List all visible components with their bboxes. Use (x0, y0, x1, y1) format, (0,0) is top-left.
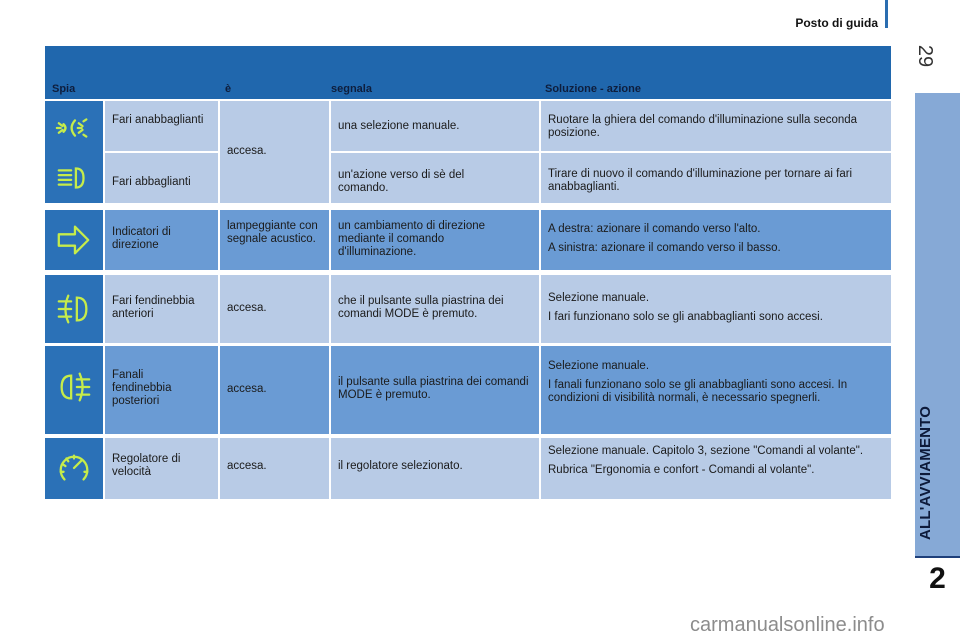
light-state: lampeggiante con segnale acustico. (227, 220, 318, 245)
solution-text: I fanali funzionano solo se gli anabbaglianti sono accesi. In condizioni di visibilità normali, è necessario spegnerli. (548, 379, 848, 404)
watermark: carmanualsonline.info (690, 614, 885, 636)
solution-text: Ruotare la ghiera del comando d'illuminazione sulla seconda posizione. (548, 114, 858, 139)
front-fog-lamp-icon (55, 290, 93, 328)
light-name: Fari abbaglianti (112, 176, 191, 188)
table-header-row (45, 80, 891, 99)
solution-text: Rubrica "Ergonomia e confort - Comandi al volante". (548, 464, 815, 476)
header-spia: Spia (52, 83, 76, 95)
light-state: accesa. (227, 383, 267, 395)
icon-cell (45, 346, 103, 434)
table-row (45, 438, 891, 499)
light-state: accesa. (227, 145, 267, 157)
rear-fog-lamp-icon (55, 368, 93, 406)
header-rule (885, 0, 888, 28)
solution-text: Tirare di nuovo il comando d'illuminazione per tornare ai fari anabbaglianti. (548, 168, 853, 193)
light-name: Fanali fendinebbia posteriori (112, 369, 172, 407)
light-signals: che il pulsante sulla piastrina dei comandi MODE è premuto. (338, 295, 504, 320)
cruise-control-icon (55, 449, 93, 487)
light-signals: il regolatore selezionato. (338, 460, 463, 472)
high-beam-headlamp-icon (55, 159, 93, 197)
header-segnala: segnala (331, 83, 372, 95)
chapter-number: 2 (929, 562, 946, 595)
icon-cell (45, 275, 103, 343)
light-signals: una selezione manuale. (338, 120, 460, 132)
table-banner (45, 46, 891, 80)
side-tab-label (917, 500, 934, 540)
light-signals: un'azione verso di sè del comando. (338, 169, 465, 194)
table-row (45, 101, 891, 203)
warning-lights-table (45, 46, 891, 501)
solution-text: Selezione manuale. Capitolo 3, sezione "Comandi al volante". (548, 445, 864, 457)
icon-cell (45, 438, 103, 499)
solution-text: A sinistra: azionare il comando verso il basso. (548, 242, 781, 254)
light-name: Regolatore di velocità (112, 453, 181, 478)
light-solution (541, 445, 886, 477)
light-solution (541, 292, 886, 324)
light-state: accesa. (227, 302, 267, 314)
table-row (45, 275, 891, 343)
light-state: accesa. (227, 460, 267, 472)
side-tab-divider (915, 556, 960, 558)
light-signals: un cambiamento di direzione mediante il comando d'illuminazione. (338, 220, 486, 258)
icon-cell (45, 210, 103, 270)
solution-text: Selezione manuale. (548, 292, 650, 304)
header-e: è (225, 83, 232, 95)
light-name: Indicatori di direzione (112, 226, 171, 251)
low-beam-headlamp-icon (55, 109, 93, 147)
solution-text: A destra: azionare il comando verso l'alto. (548, 223, 761, 235)
page-number: 29 (914, 44, 936, 68)
icon-cell (45, 101, 103, 203)
table-row (45, 210, 891, 270)
light-name: Fari fendinebbia anteriori (112, 295, 195, 320)
light-solution (541, 114, 881, 140)
light-solution (541, 360, 881, 405)
solution-text: Selezione manuale. (548, 360, 650, 372)
table-row (45, 346, 891, 434)
light-solution (541, 223, 881, 255)
direction-indicator-arrow-icon (55, 221, 93, 259)
light-signals: il pulsante sulla piastrina dei comandi MODE è premuto. (338, 376, 529, 401)
solution-text: I fari funzionano solo se gli anabbaglianti sono accesi. (548, 311, 823, 323)
header-title: Posto di guida (795, 16, 878, 30)
header-soluzione: Soluzione - azione (545, 83, 641, 95)
light-name: Fari anabbaglianti (112, 114, 204, 126)
light-solution (541, 168, 881, 194)
